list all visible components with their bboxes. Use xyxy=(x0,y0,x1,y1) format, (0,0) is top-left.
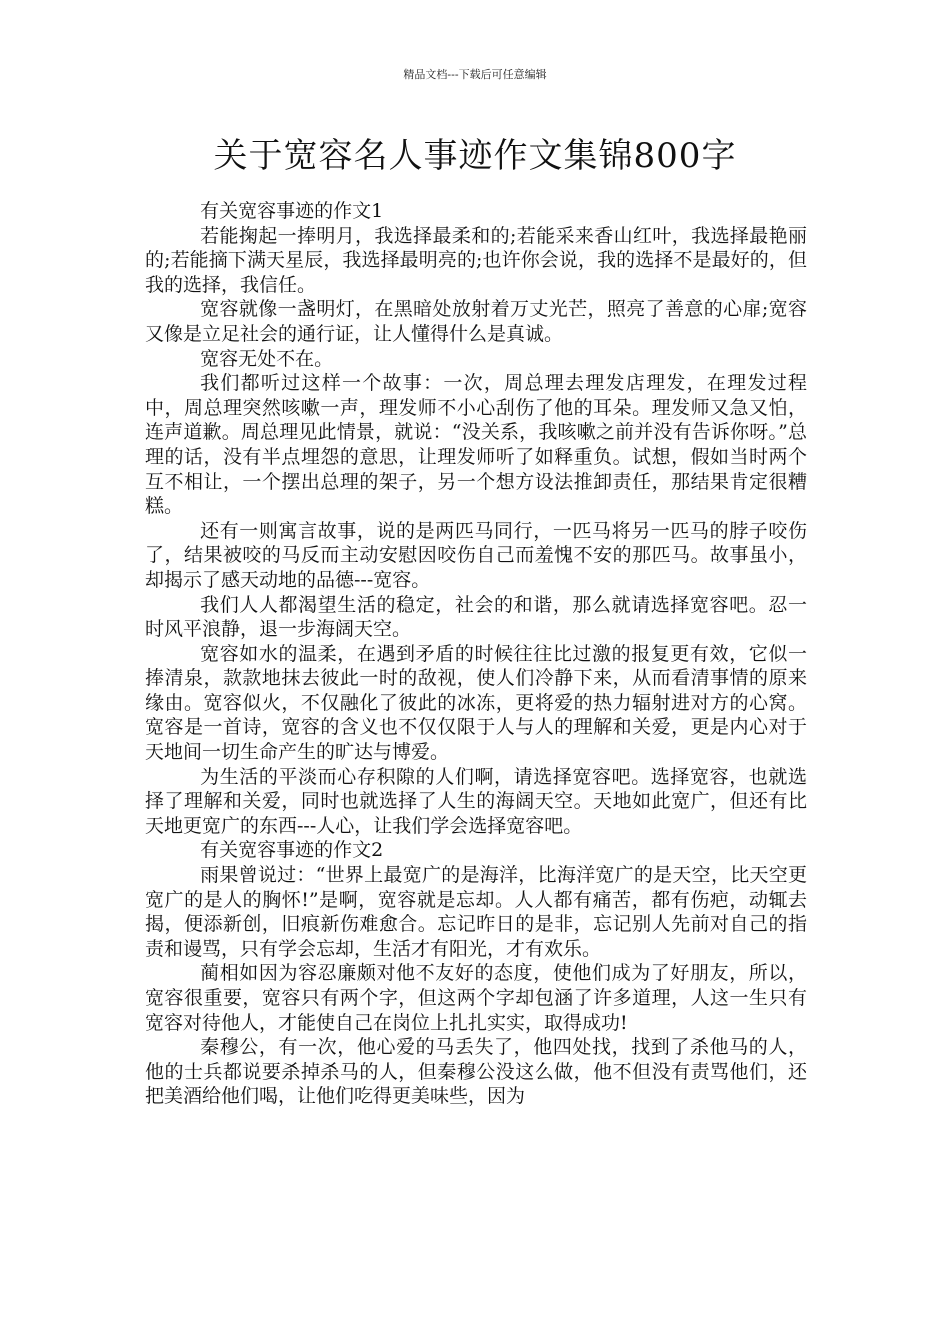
document-title: 关于宽容名人事迹作文集锦800字 xyxy=(213,136,737,176)
paragraph: 若能掬起一捧明月，我选择最柔和的;若能采来香山红叶，我选择最艳丽的;若能摘下满天星辰，我选择最明亮的;也许你会说，我的选择不是最好的，但我的选择，我信任。 xyxy=(145,224,807,296)
paragraph: 蔺相如因为容忍廉颇对他不友好的态度，使他们成为了好朋友，所以，宽容很重要，宽容只有两个字，但这两个字却包涵了许多道理，人这一生只有宽容对待他人，才能使自己在岗位上扎扎实实，取得成功! xyxy=(145,962,807,1034)
header-note: 精品文档---下载后可任意编辑 xyxy=(403,68,547,81)
paragraph: 宽容就像一盏明灯，在黑暗处放射着万丈光芒，照亮了善意的心扉;宽容又像是立足社会的通行证，让人懂得什么是真诚。 xyxy=(145,298,807,345)
paragraph: 秦穆公，有一次，他心爱的马丢失了，他四处找，找到了杀他马的人，他的士兵都说要杀掉杀马的人，但秦穆公没这么做，他不但没有责骂他们，还把美酒给他们喝，让他们吃得更美味些，因为 xyxy=(145,1036,807,1108)
paragraph: 雨果曾说过：“世界上最宽广的是海洋，比海洋宽广的是天空，比天空更宽广的是人的胸怀!”是啊，宽容就是忘却。人人都有痛苦，都有伤疤，动辄去揭，便添新创，旧痕新伤难愈合。忘记昨日的是非，忘记别人先前对自己的指责和谩骂，只有学会忘却，生活才有阳光，才有欢乐。 xyxy=(145,864,807,960)
document-body xyxy=(145,199,807,1109)
paragraph: 宽容如水的温柔，在遇到矛盾的时候往往比过激的报复更有效，它似一捧清泉，款款地抹去彼此一时的敌视，使人们冷静下来，从而看清事情的原来缘由。宽容似火，不仅融化了彼此的冰冻，更将爱的热力辐射进对方的心窝。宽容是一首诗，宽容的含义也不仅仅限于人与人的理解和关爱，更是内心对于天地间一切生命产生的旷达与博爱。 xyxy=(145,642,807,764)
paragraph: 我们人人都渴望生活的稳定，社会的和谐，那么就请选择宽容吧。忍一时风平浪静，退一步海阔天空。 xyxy=(145,593,807,641)
section-heading: 有关宽容事迹的作文1 xyxy=(200,200,384,222)
section-heading: 有关宽容事迹的作文2 xyxy=(200,839,384,862)
paragraph: 为生活的平淡而心存积隙的人们啊，请选择宽容吧。选择宽容，也就选择了理解和关爱，同时也就选择了人生的海阔天空。天地如此宽广，但还有比天地更宽广的东西---人心，让我们学会选择宽容吧。 xyxy=(145,765,807,837)
paragraph: 宽容无处不在。 xyxy=(200,347,334,370)
paragraph: 还有一则寓言故事，说的是两匹马同行，一匹马将另一匹马的脖子咬伤了，结果被咬的马反而主动安慰因咬伤自己而羞愧不安的那匹马。故事虽小，却揭示了感天动地的品德---宽容。 xyxy=(145,519,807,591)
paragraph: 我们都听过这样一个故事：一次，周总理去理发店理发，在理发过程中，周总理突然咳嗽一声，理发师不小心刮伤了他的耳朵。理发师又急又怕，连声道歉。周总理见此情景，就说：“没关系，我咳嗽之前并没有告诉你呀。”总理的话，没有半点埋怨的意思，让理发师听了如释重负。试想，假如当时两个互不相让，一个摆出总理的架子，另一个想方设法推卸责任，那结果肯定很糟糕。 xyxy=(145,372,807,518)
